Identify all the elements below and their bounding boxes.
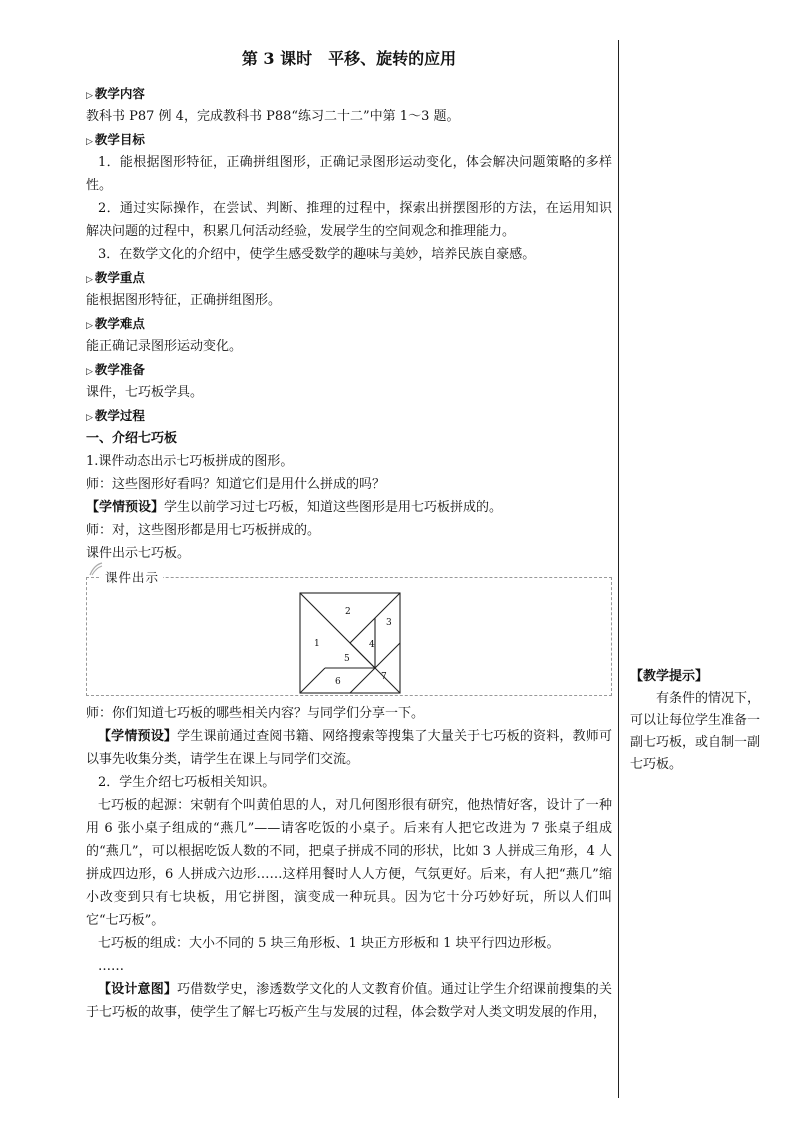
key-text: 能根据图形特征，正确拼组图形。 (86, 293, 282, 308)
column-divider (618, 40, 619, 1098)
part1-heading: 一、介绍七巧板 (86, 431, 178, 446)
process-line-4: 师：对，这些图形都是用七巧板拼成的。 (86, 523, 321, 538)
sidebar-heading: 【教学提示】 (630, 669, 709, 684)
triangle-icon: ▷ (86, 91, 93, 101)
tag: 【学情预设】 (86, 500, 165, 515)
process-line-12: 【设计意图】巧借数学史，渗透数学文化的人文教育价值。通过让学生介绍课前搜集的关于七巧板的故事，使学生了解七巧板产生与发展的过程，体会数学对人类文明发展的作用， (86, 982, 612, 1020)
section-heading-goals: ▷ 教学目标 (86, 132, 145, 147)
process-line-11: …… (98, 959, 124, 974)
triangle-icon: ▷ (86, 367, 93, 377)
section-heading-key: ▷ 教学重点 (86, 270, 145, 285)
prep-text: 课件，七巧板学具。 (86, 385, 204, 400)
process-line-6: 师：你们知道七巧板的哪些相关内容？与同学们分享一下。 (86, 706, 425, 721)
tangram-label-3: 3 (386, 618, 392, 628)
sidebar-tip (630, 666, 770, 776)
tangram-edge (300, 668, 325, 693)
courseware-box (86, 570, 612, 696)
tangram-label-7: 7 (381, 672, 387, 682)
page-title: 第 3 课时 平移、旋转的应用 (241, 49, 457, 68)
process-line-7: 【学情预设】学生课前通过查阅书籍、网络搜索等搜集了大量关于七巧板的资料，教师可以事先收集分类，请学生在课上与同学们交流。 (86, 729, 612, 767)
tag: 【设计意图】 (98, 982, 178, 997)
tangram-label-1: 1 (314, 639, 320, 649)
process-line-1: 1.课件动态出示七巧板拼成的图形。 (86, 454, 294, 469)
section-heading-process: ▷ 教学过程 (86, 408, 145, 423)
triangle-icon: ▷ (86, 413, 93, 423)
triangle-icon: ▷ (86, 137, 93, 147)
section-heading-difficulty: ▷ 教学难点 (86, 316, 145, 331)
process-line-2: 师：这些图形好看吗？知道它们是用什么拼成的吗？ (86, 477, 386, 492)
goal-1: 1．能根据图形特征，正确拼组图形，正确记录图形运动变化，体会解决问题策略的多样性。 (86, 155, 612, 193)
triangle-icon: ▷ (86, 321, 93, 331)
tangram-figure (299, 592, 401, 694)
sidebar-text: 有条件的情况下，可以让每位学生准备一副七巧板，或自制一副七巧板。 (630, 691, 761, 772)
lesson-plan (86, 46, 612, 1024)
process-line-9: 七巧板的起源：宋朝有个叫黄伯思的人，对几何图形很有研究，他热情好客，设计了一种用 6 张小桌子组成的“燕几”——请客吃饭的小桌子。后来有人把它改进为 7 张桌子组成的“燕几”，可以根据吃饭人数的不同，把桌子拼成不同的形状，比如 3 人拼成三角形，4 人拼成四边形，6 人拼成六边形……这样用餐时人人方便，气氛更好。后来，有人把“燕几”缩小改变到只有七块板，用它拼图，演变成一种玩具。因为它十分巧妙好玩，所以人们叫它“七巧板”。 (86, 798, 612, 928)
section-heading-prep: ▷ 教学准备 (86, 362, 145, 377)
tangram-label-2: 2 (345, 607, 351, 617)
process-line-10: 七巧板的组成：大小不同的 5 块三角形板、1 块正方形板和 1 块平行四边形板。 (98, 936, 560, 951)
content-text: 教科书 P87 例 4，完成教科书 P88“练习二十二”中第 1～3 题。 (86, 109, 460, 124)
tangram-label-6: 6 (335, 677, 341, 687)
tangram-label-5: 5 (344, 654, 350, 664)
difficulty-text: 能正确记录图形运动变化。 (86, 339, 243, 354)
section-heading-content: ▷ 教学内容 (86, 86, 145, 101)
goal-3: 3．在数学文化的介绍中，使学生感受数学的趣味与美妙，培养民族自豪感。 (98, 247, 536, 262)
courseware-label: 课件出示 (101, 568, 163, 586)
process-line-5: 课件出示七巧板。 (86, 546, 191, 561)
goal-2: 2．通过实际操作，在尝试、判断、推理的过程中，探索出拼摆图形的方法，在运用知识解决问题的过程中，积累几何活动经验，发展学生的空间观念和推理能力。 (86, 201, 612, 239)
process-line-8: 2．学生介绍七巧板相关知识。 (98, 775, 276, 790)
triangle-icon: ▷ (86, 275, 93, 285)
tangram-label-4: 4 (369, 640, 375, 650)
process-line-3: 【学情预设】学生以前学习过七巧板，知道这些图形是用七巧板拼成的。 (86, 500, 503, 515)
tag: 【学情预设】 (98, 729, 178, 744)
